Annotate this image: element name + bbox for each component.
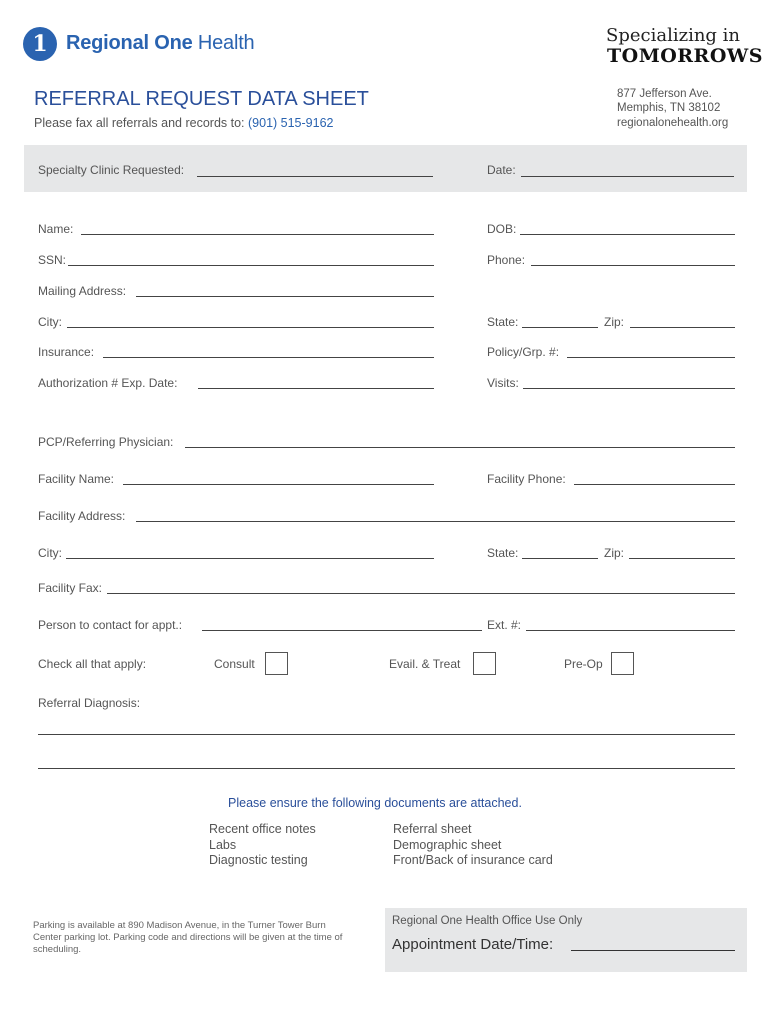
address-street: 877 Jefferson Ave. — [617, 88, 712, 100]
documents-note: Please ensure the following documents are attached. — [228, 796, 522, 810]
facility-city-label: City: — [38, 546, 62, 560]
evail-treat-label: Evail. & Treat — [389, 657, 461, 671]
facility-fax-label: Facility Fax: — [38, 581, 103, 595]
zip-label: Zip: — [604, 315, 625, 329]
facility-state-label: State: — [487, 546, 519, 560]
doc-labs: Labs — [209, 838, 237, 852]
facility-address-field[interactable] — [136, 521, 735, 522]
contact-person-label: Person to contact for appt.: — [38, 618, 183, 632]
fax-instruction — [34, 116, 333, 130]
logo-icon — [23, 27, 57, 61]
page-title: REFERRAL REQUEST DATA SHEET — [34, 88, 369, 110]
facility-name-field[interactable] — [123, 484, 434, 485]
evail-treat-checkbox[interactable] — [473, 652, 496, 675]
contact-person-field[interactable] — [202, 630, 482, 631]
appointment-label: Appointment Date/Time: — [392, 936, 554, 953]
phone-label: Phone: — [487, 253, 526, 267]
tagline-line-2: TOMORROWS — [607, 45, 763, 67]
fax-prefix: Please fax all referrals and records to: — [34, 116, 248, 130]
city-label: City: — [38, 315, 62, 329]
logo-letter: 1 — [32, 31, 48, 57]
pre-op-label: Pre-Op — [564, 657, 603, 671]
mailing-address-label: Mailing Address: — [38, 284, 127, 298]
doc-demographic-sheet: Demographic sheet — [393, 838, 502, 852]
consult-label: Consult — [214, 657, 255, 671]
visits-label: Visits: — [487, 376, 519, 390]
ext-label: Ext. #: — [487, 618, 522, 632]
brand-name-light: Health — [192, 32, 255, 54]
doc-insurance-card: Front/Back of insurance card — [393, 853, 553, 867]
brand-name — [66, 32, 255, 55]
dob-label: DOB: — [487, 222, 517, 236]
appointment-field[interactable] — [571, 950, 735, 951]
specialty-clinic-label: Specialty Clinic Requested: — [38, 163, 185, 177]
brand-name-bold: Regional One — [66, 32, 193, 54]
tagline-line-1: Specializing in — [606, 25, 741, 46]
name-field[interactable] — [81, 234, 434, 235]
referral-diagnosis-label: Referral Diagnosis: — [38, 696, 141, 710]
address-city: Memphis, TN 38102 — [617, 102, 721, 114]
city-field[interactable] — [67, 327, 434, 328]
insurance-label: Insurance: — [38, 345, 95, 359]
fax-number: (901) 515-9162 — [248, 116, 334, 130]
diagnosis-line-1[interactable] — [38, 734, 735, 735]
dob-field[interactable] — [520, 234, 735, 235]
mailing-address-field[interactable] — [136, 296, 434, 297]
ext-field[interactable] — [526, 630, 735, 631]
state-field[interactable] — [522, 327, 598, 328]
facility-fax-field[interactable] — [107, 593, 735, 594]
policy-grp-field[interactable] — [567, 357, 735, 358]
doc-referral-sheet: Referral sheet — [393, 822, 472, 836]
facility-name-label: Facility Name: — [38, 472, 115, 486]
zip-field[interactable] — [630, 327, 735, 328]
diagnosis-line-2[interactable] — [38, 768, 735, 769]
website: regionalonehealth.org — [617, 117, 729, 129]
phone-field[interactable] — [531, 265, 735, 266]
office-use-label: Regional One Health Office Use Only — [392, 915, 583, 927]
doc-recent-office-notes: Recent office notes — [209, 822, 316, 836]
state-label: State: — [487, 315, 519, 329]
date-label: Date: — [487, 163, 516, 177]
pcp-field[interactable] — [185, 447, 735, 448]
authorization-label: Authorization # Exp. Date: — [38, 376, 178, 390]
authorization-field[interactable] — [198, 388, 434, 389]
facility-city-field[interactable] — [66, 558, 434, 559]
insurance-field[interactable] — [103, 357, 434, 358]
parking-note: Parking is available at 890 Madison Avenue, in the Turner Tower Burn Center parking lot. Parking code and directions will be given at the time of scheduling. — [33, 920, 343, 955]
facility-zip-label: Zip: — [604, 546, 625, 560]
facility-address-label: Facility Address: — [38, 509, 126, 523]
consult-checkbox[interactable] — [265, 652, 288, 675]
specialty-clinic-field[interactable] — [197, 176, 433, 177]
ssn-field[interactable] — [68, 265, 434, 266]
doc-diagnostic-testing: Diagnostic testing — [209, 853, 308, 867]
facility-phone-field[interactable] — [574, 484, 735, 485]
date-field[interactable] — [521, 176, 734, 177]
policy-grp-label: Policy/Grp. #: — [487, 345, 560, 359]
facility-phone-label: Facility Phone: — [487, 472, 566, 486]
facility-state-field[interactable] — [522, 558, 598, 559]
visits-field[interactable] — [523, 388, 735, 389]
check-all-label: Check all that apply: — [38, 657, 147, 671]
name-label: Name: — [38, 222, 74, 236]
facility-zip-field[interactable] — [629, 558, 735, 559]
pre-op-checkbox[interactable] — [611, 652, 634, 675]
ssn-label: SSN: — [38, 253, 67, 267]
pcp-label: PCP/Referring Physician: — [38, 435, 174, 449]
